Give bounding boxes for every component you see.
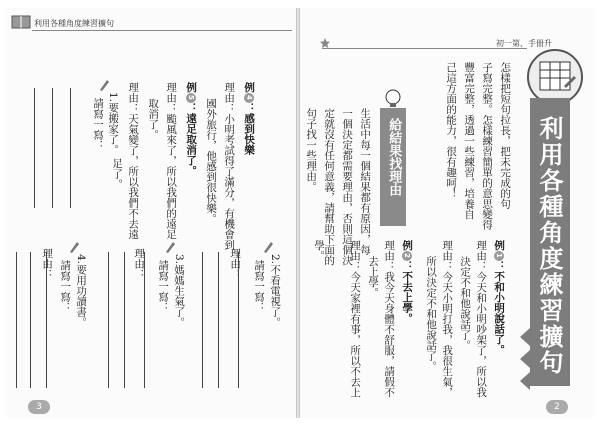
example4-reason-cont: 國外旅行，他感到很快樂。	[205, 98, 218, 224]
section-body-line: 一個決定都需要理由，否則這個決	[341, 108, 354, 266]
example1-reason-cont: 決定不和他說話了。	[459, 256, 472, 351]
chevron-icon	[520, 328, 530, 346]
page-title: 利用各種角度練習擴句	[535, 116, 563, 376]
section-body-line: 定就沒有任何意義，請幫助下面的	[323, 108, 336, 266]
example2-reason: 理由：我今天身體不舒服，請假不	[383, 240, 396, 398]
exercise3-instruction: 請寫一寫：	[157, 260, 170, 313]
writing-line	[46, 252, 47, 388]
writing-line	[34, 88, 35, 208]
exercise3-reason-label: 理由：	[133, 248, 146, 280]
writing-line	[108, 252, 109, 388]
example5-heading: 例5：遠足取消了。	[185, 82, 198, 176]
example5-reason: 理由：颱風來了，所以我們的遠足	[165, 82, 178, 240]
writing-line	[30, 252, 31, 388]
exercise1-reason: 理由：天氣變了，所以我們不去遠	[127, 82, 140, 240]
example5-reason-cont: 取消了。	[147, 98, 160, 140]
exercise4-prompt: 4.要用功讀書。	[75, 254, 88, 328]
chevron-icon	[520, 372, 530, 390]
exercise2-instruction: 請寫一寫：	[253, 260, 266, 313]
exercise1-prompt: 1.要搬家了。	[107, 92, 120, 155]
example4-reason: 理由：小明考試得了滿分，有機會到	[223, 82, 236, 250]
example4-heading: 例4：感到快樂	[243, 82, 256, 155]
right-page	[300, 8, 594, 418]
exercise1-instruction: 請寫一寫：	[92, 98, 105, 151]
writing-line	[238, 252, 239, 388]
exercise2-prompt: 2.不看電視了。	[269, 254, 282, 328]
page-number-right: 2	[546, 400, 568, 414]
book-icon	[10, 12, 32, 30]
writing-line	[16, 252, 17, 388]
title-banner	[530, 98, 570, 386]
intro-line: 己這方面的能力，很有趣呵！	[445, 62, 458, 199]
writing-line	[144, 252, 145, 388]
example1-reason: 理由：今天小明打我，我很生氣，	[441, 240, 454, 398]
example1-reason: 理由：今天和小明吵架了，所以我	[475, 240, 488, 398]
exercise3-prompt: 3.媽媽生氣了。	[173, 254, 186, 328]
writing-line	[202, 252, 203, 388]
example2-reason-cont: 去上學。	[367, 256, 380, 298]
writing-line	[124, 252, 125, 388]
exercise1-reason-cont: 足了。	[111, 158, 124, 190]
writing-line	[70, 88, 71, 208]
pencil-icon	[98, 78, 110, 92]
header-unit: 初一第、手冊升	[496, 39, 552, 48]
exercise2-reason-label: 理由：	[229, 248, 242, 280]
chevron-icon	[520, 350, 530, 368]
example1-heading: 例1：不和小明說話了。	[493, 240, 506, 355]
intro-line: 怎樣把短句拉長，把未完成的句	[499, 62, 512, 209]
lightbulb-icon	[382, 88, 404, 108]
exercise4-reason-label: 理由：	[41, 248, 54, 280]
header-title: 利用各種角度練習擴句	[34, 19, 114, 28]
example2-heading: 例2：不去上學。	[401, 240, 414, 324]
header-rule	[32, 30, 292, 31]
pencil-icon	[164, 240, 176, 254]
section-body-line: 生活中每一個結果都有原因，每	[359, 108, 372, 255]
example2-reason-cont: 學。	[313, 240, 326, 261]
intro-line: 豐富完整，透過一些練習，培養自	[463, 62, 476, 220]
pencil-icon	[68, 240, 80, 254]
star-icon	[320, 38, 330, 48]
exercise4-instruction: 請寫一寫：	[59, 260, 72, 313]
section-body-line: 句子找一些理由。	[305, 108, 318, 192]
pencil-icon	[262, 240, 274, 254]
writing-line	[52, 88, 53, 208]
page-number-left: 3	[28, 400, 50, 414]
example1-reason-cont: 所以決定不和他說話了。	[425, 256, 438, 372]
writing-line	[218, 252, 219, 388]
section-banner	[380, 108, 406, 226]
example2-reason: 理由：今天家裡有事，所以不去上	[349, 240, 362, 398]
left-page	[6, 8, 296, 418]
intro-line: 子寫完整。怎樣練習簡單的意思變得	[481, 62, 494, 230]
section-title: 給結果找理由	[386, 118, 402, 196]
